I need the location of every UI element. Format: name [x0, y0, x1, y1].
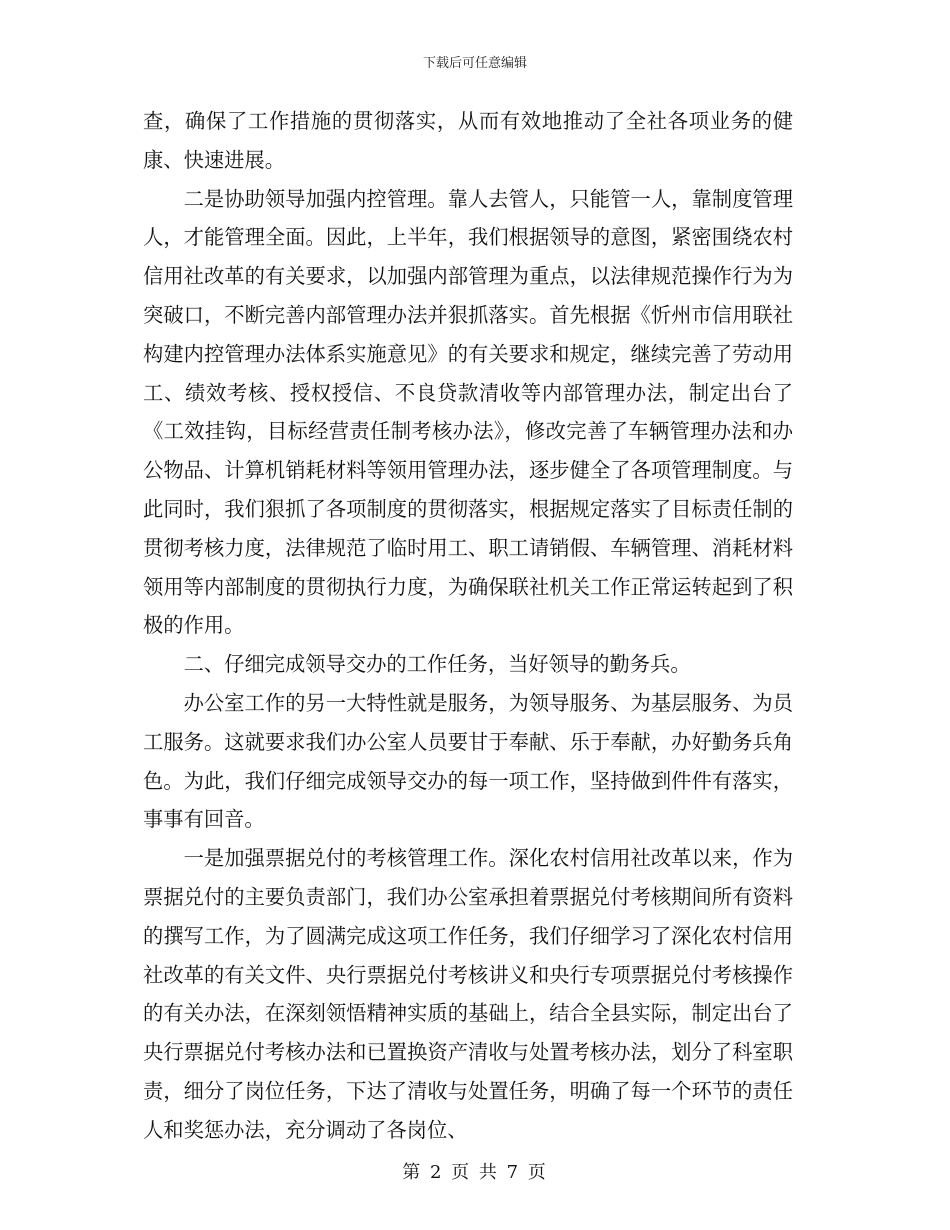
paragraph: 二是协助领导加强内控管理。靠人去管人，只能管一人，靠制度管理人，才能管理全面。因此，上半年，我们根据领导的意图，紧密围绕农村信用社改革的有关要求，以加强内部管理为重点，以法律规范操作行为为突破口，不断完善内部管理办法并狠抓落实。首先根据《忻州市信用联社构建内控管理办法体系实施意见》的有关要求和规定，继续完善了劳动用工、绩效考核、授权授信、不良贷款清收等内部管理办法，制定出台了《工效挂钩，目标经营责任制考核办法》，修改完善了车辆管理办法和办公物品、计算机销耗材料等领用管理办法，逐步健全了各项管理制度。与此同时，我们狠抓了各项制度的贯彻落实，根据规定落实了目标责任制的贯彻考核力度，法律规范了临时用工、职工请销假、车辆管理、消耗材料领用等内部制度的贯彻执行力度，为确保联社机关工作正常运转起到了积极的作用。	[143, 186, 793, 638]
section-heading: 二、仔细完成领导交办的工作任务，当好领导的勤务兵。	[183, 652, 691, 677]
paragraph: 办公室工作的另一大特性就是服务，为领导服务、为基层服务、为员工服务。这就要求我们办公室人员要甘于奉献、乐于奉献，办好勤务兵角色。为此，我们仔细完成领导交办的每一项工作，坚持做到件件有落实，事事有回音。	[143, 690, 793, 832]
page-header: 下载后可任意编辑	[422, 56, 527, 71]
paragraph: 查，确保了工作措施的贯彻落实，从而有效地推动了全社各项业务的健康、快速进展。	[143, 109, 793, 172]
document-body	[143, 102, 793, 1150]
page-footer: 第 2 页 共 7 页	[402, 1162, 548, 1183]
paragraph: 一是加强票据兑付的考核管理工作。深化农村信用社改革以来，作为票据兑付的主要负责部门，我们办公室承担着票据兑付考核期间所有资料的撰写工作，为了圆满完成这项工作任务，我们仔细学习了深化农村信用社改革的有关文件、央行票据兑付考核讲义和央行专项票据兑付考核操作的有关办法，在深刻领悟精神实质的基础上，结合全县实际，制定出台了央行票据兑付考核办法和已置换资产清收与处置考核办法，划分了科室职责，细分了岗位任务，下达了清收与处置任务，明确了每一个环节的责任人和奖惩办法，充分调动了各岗位、	[143, 846, 793, 1142]
